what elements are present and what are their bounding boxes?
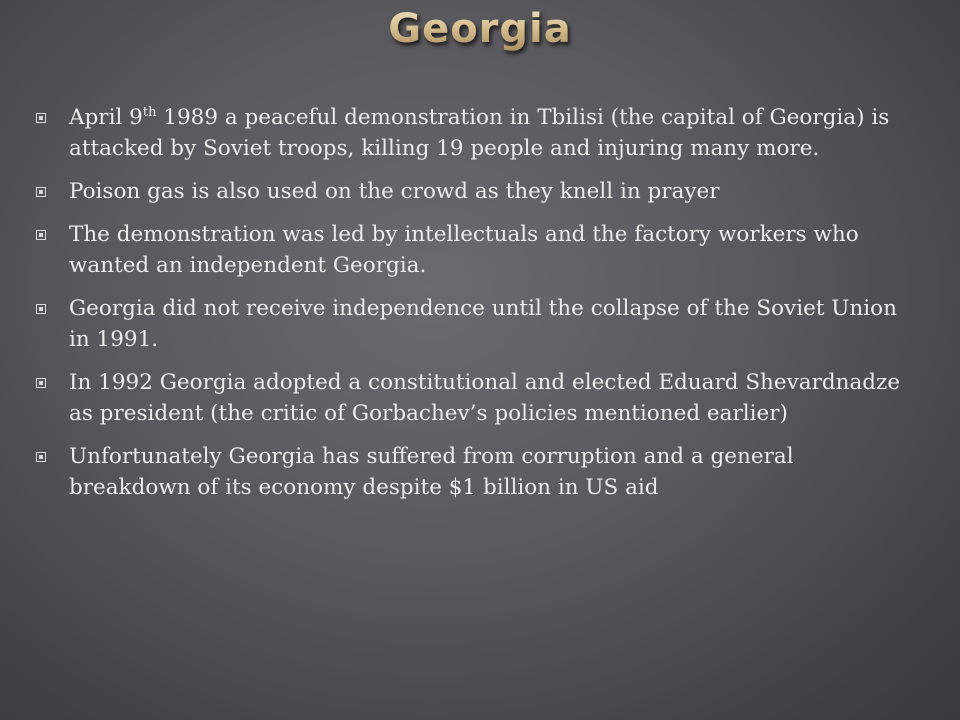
bullet-text: The demonstration was led by intellectuals and the factory workers who wanted an independent Georgia.	[69, 222, 859, 278]
bullet-item	[36, 219, 916, 281]
bullet-item	[36, 367, 916, 429]
square-bullet-icon	[36, 304, 46, 314]
square-bullet-icon	[36, 452, 46, 462]
bullet-item	[36, 441, 916, 503]
bullet-text: Poison gas is also used on the crowd as they knell in prayer	[69, 179, 720, 204]
bullet-text: Georgia did not receive independence until the collapse of the Soviet Union in 1991.	[69, 296, 897, 352]
bullet-text: In 1992 Georgia adopted a constitutional and elected Eduard Shevardnadze as president (the critic of Gorbachev’s policies mentioned earlier)	[69, 370, 901, 426]
bullet-item	[36, 176, 916, 207]
bullet-item	[36, 293, 916, 355]
bullet-text: Unfortunately Georgia has suffered from corruption and a general breakdown of its economy despite $1 billion in US aid	[69, 444, 794, 500]
square-bullet-icon	[36, 113, 46, 123]
bullet-item	[36, 102, 916, 164]
square-bullet-icon	[36, 187, 46, 197]
square-bullet-icon	[36, 378, 46, 388]
bullet-list	[36, 102, 916, 515]
ordinal-superscript: th	[142, 105, 157, 120]
square-bullet-icon	[36, 230, 46, 240]
bullet-text-part: April 9	[69, 105, 143, 130]
slide-title: Georgia	[0, 6, 960, 52]
bullet-text-part: 1989 a peaceful demonstration in Tbilisi (the capital of Georgia) is attacked by Soviet troops, killing 19 people and injuring many more.	[69, 105, 890, 161]
